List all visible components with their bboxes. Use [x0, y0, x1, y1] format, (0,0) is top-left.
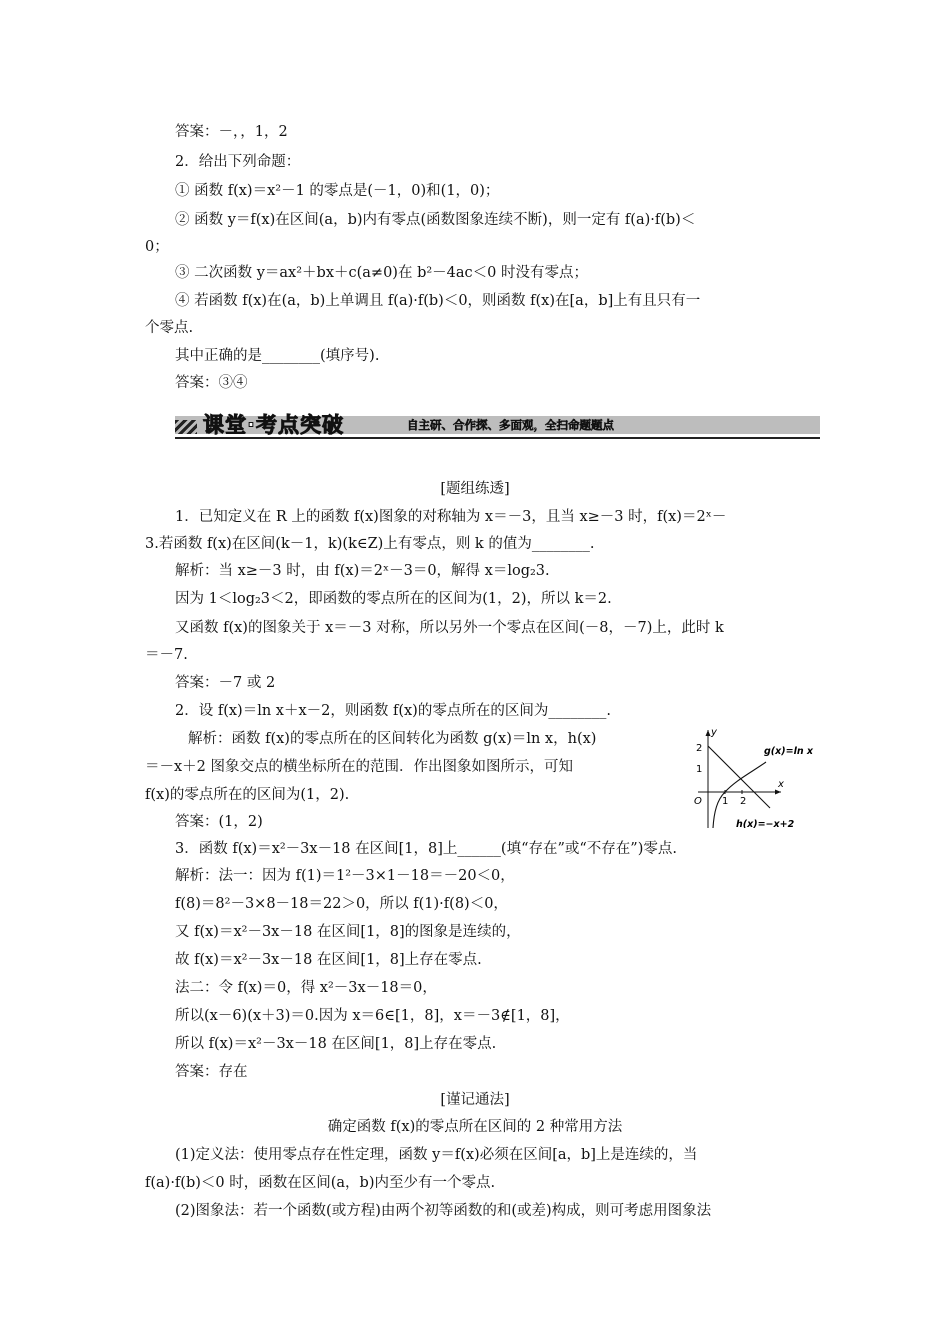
solution-2-line: f(x)的零点所在的区间为(1，2). [145, 787, 350, 803]
method-heading: [谨记通法] [440, 1092, 510, 1108]
y-axis-arrow [706, 730, 711, 736]
g-label: g(x)=ln x [764, 746, 814, 757]
method-1-cont: f(a)·f(b)＜0 时，函数在区间(a，b)内至少有一个零点. [145, 1175, 496, 1191]
solution-1-line: 又函数 f(x)的图象关于 x＝－3 对称，所以另外一个零点在区间(－8，－7)上，此时 k [175, 620, 724, 636]
banner-subtitle: 自主研、合作探、多面观，全扫命题题点 [407, 418, 614, 432]
answer-line: 答案：－，，1，2 [175, 124, 288, 140]
banner-stripes [175, 420, 197, 434]
solution-3-line: 所以(x－6)(x＋3)＝0.因为 x＝6∈[1，8]，x＝－3∉[1，8]， [175, 1008, 570, 1024]
h-label: h(x)=−x+2 [736, 819, 795, 828]
answer-line: 答案：③④ [175, 375, 248, 391]
origin-label: O [694, 796, 702, 807]
solution-3-line: 又 f(x)＝x²－3x－18 在区间[1，8]的图象是连续的， [175, 924, 521, 940]
proposition-4-cont: 个零点. [145, 320, 194, 336]
question-3: 3．函数 f(x)＝x²－3x－18 在区间[1，8]上______(填“存在”或“不存在”)零点. [175, 841, 677, 857]
x-axis-label: x [778, 779, 784, 790]
tick-x2: 2 [740, 796, 747, 807]
solution-1-line: 因为 1＜log₂3＜2，即函数的零点所在的区间为(1，2)，所以 k＝2. [175, 591, 612, 607]
method-subheading: 确定函数 f(x)的零点所在区间的 2 种常用方法 [327, 1119, 623, 1135]
graph-svg [686, 724, 816, 828]
banner-title: 课堂·考点突破 [203, 413, 344, 437]
solution-1-line: 解析：当 x≥－3 时，由 f(x)＝2ˣ－3＝0，解得 x＝log₂3. [175, 563, 550, 579]
solution-3-line: 故 f(x)＝x²－3x－18 在区间[1，8]上存在零点. [175, 952, 482, 968]
proposition-4: ④ 若函数 f(x)在(a，b)上单调且 f(a)·f(b)＜0，则函数 f(x)在[a，b]上有且只有一 [175, 293, 701, 309]
section-banner [175, 410, 820, 440]
solution-3-line: 所以 f(x)＝x²－3x－18 在区间[1，8]上存在零点. [175, 1036, 497, 1052]
question-2: 2．设 f(x)＝ln x＋x－2，则函数 f(x)的零点所在的区间为________. [175, 703, 611, 719]
proposition-3: ③ 二次函数 y＝ax²＋bx＋c(a≠0)在 b²－4ac＜0 时没有零点； [175, 265, 588, 281]
proposition-1: ① 函数 f(x)＝x²－1 的零点是(－1，0)和(1，0)； [175, 183, 500, 199]
method-1: (1)定义法：使用零点存在性定理，函数 y＝f(x)必须在区间[a，b]上是连续的，当 [175, 1147, 698, 1163]
proposition-2: ② 函数 y＝f(x)在区间(a，b)内有零点(函数图象连续不断)，则一定有 f(a)·f(b)＜ [175, 212, 696, 228]
y-axis-label: y [711, 727, 717, 738]
solution-3-line: 解析：法一：因为 f(1)＝1²－3×1－18＝－20＜0， [175, 868, 515, 884]
fill-question: 其中正确的是________(填序号). [175, 348, 380, 364]
question-2-title: 2．给出下列命题： [175, 154, 301, 170]
tick-y2: 2 [696, 743, 703, 754]
solution-3-line: 法二：令 f(x)＝0，得 x²－3x－18＝0， [175, 980, 437, 996]
question-1-cont: 3.若函数 f(x)在区间(k－1，k)(k∈Z)上有零点，则 k 的值为________. [145, 536, 595, 552]
question-1: 1．已知定义在 R 上的函数 f(x)图象的对称轴为 x＝－3，且当 x≥－3 时，f(x)＝2ˣ－ [175, 509, 727, 525]
solution-2-line: ＝－x＋2 图象交点的横坐标所在的范围．作出图象如图所示，可知 [145, 759, 574, 775]
method-2: (2)图象法：若一个函数(或方程)由两个初等函数的和(或差)构成，则可考虑用图象法 [175, 1203, 712, 1219]
tick-x1: 1 [722, 796, 729, 807]
answer-2: 答案：(1，2) [175, 814, 263, 830]
answer-3: 答案：存在 [175, 1064, 248, 1080]
x-axis-arrow [775, 790, 781, 795]
h-line [708, 746, 770, 808]
group-heading: [题组练透] [440, 481, 510, 497]
answer-1: 答案：－7 或 2 [175, 675, 276, 691]
tick-y1: 1 [696, 764, 703, 775]
solution-2-line: 解析：函数 f(x)的零点所在的区间转化为函数 g(x)＝ln x，h(x) [188, 731, 597, 747]
solution-1-line: ＝－7. [145, 647, 188, 663]
function-graph [686, 724, 816, 828]
solution-3-line: f(8)＝8²－3×8－18＝22＞0，所以 f(1)·f(8)＜0， [175, 896, 508, 912]
proposition-2-cont: 0； [145, 239, 169, 255]
